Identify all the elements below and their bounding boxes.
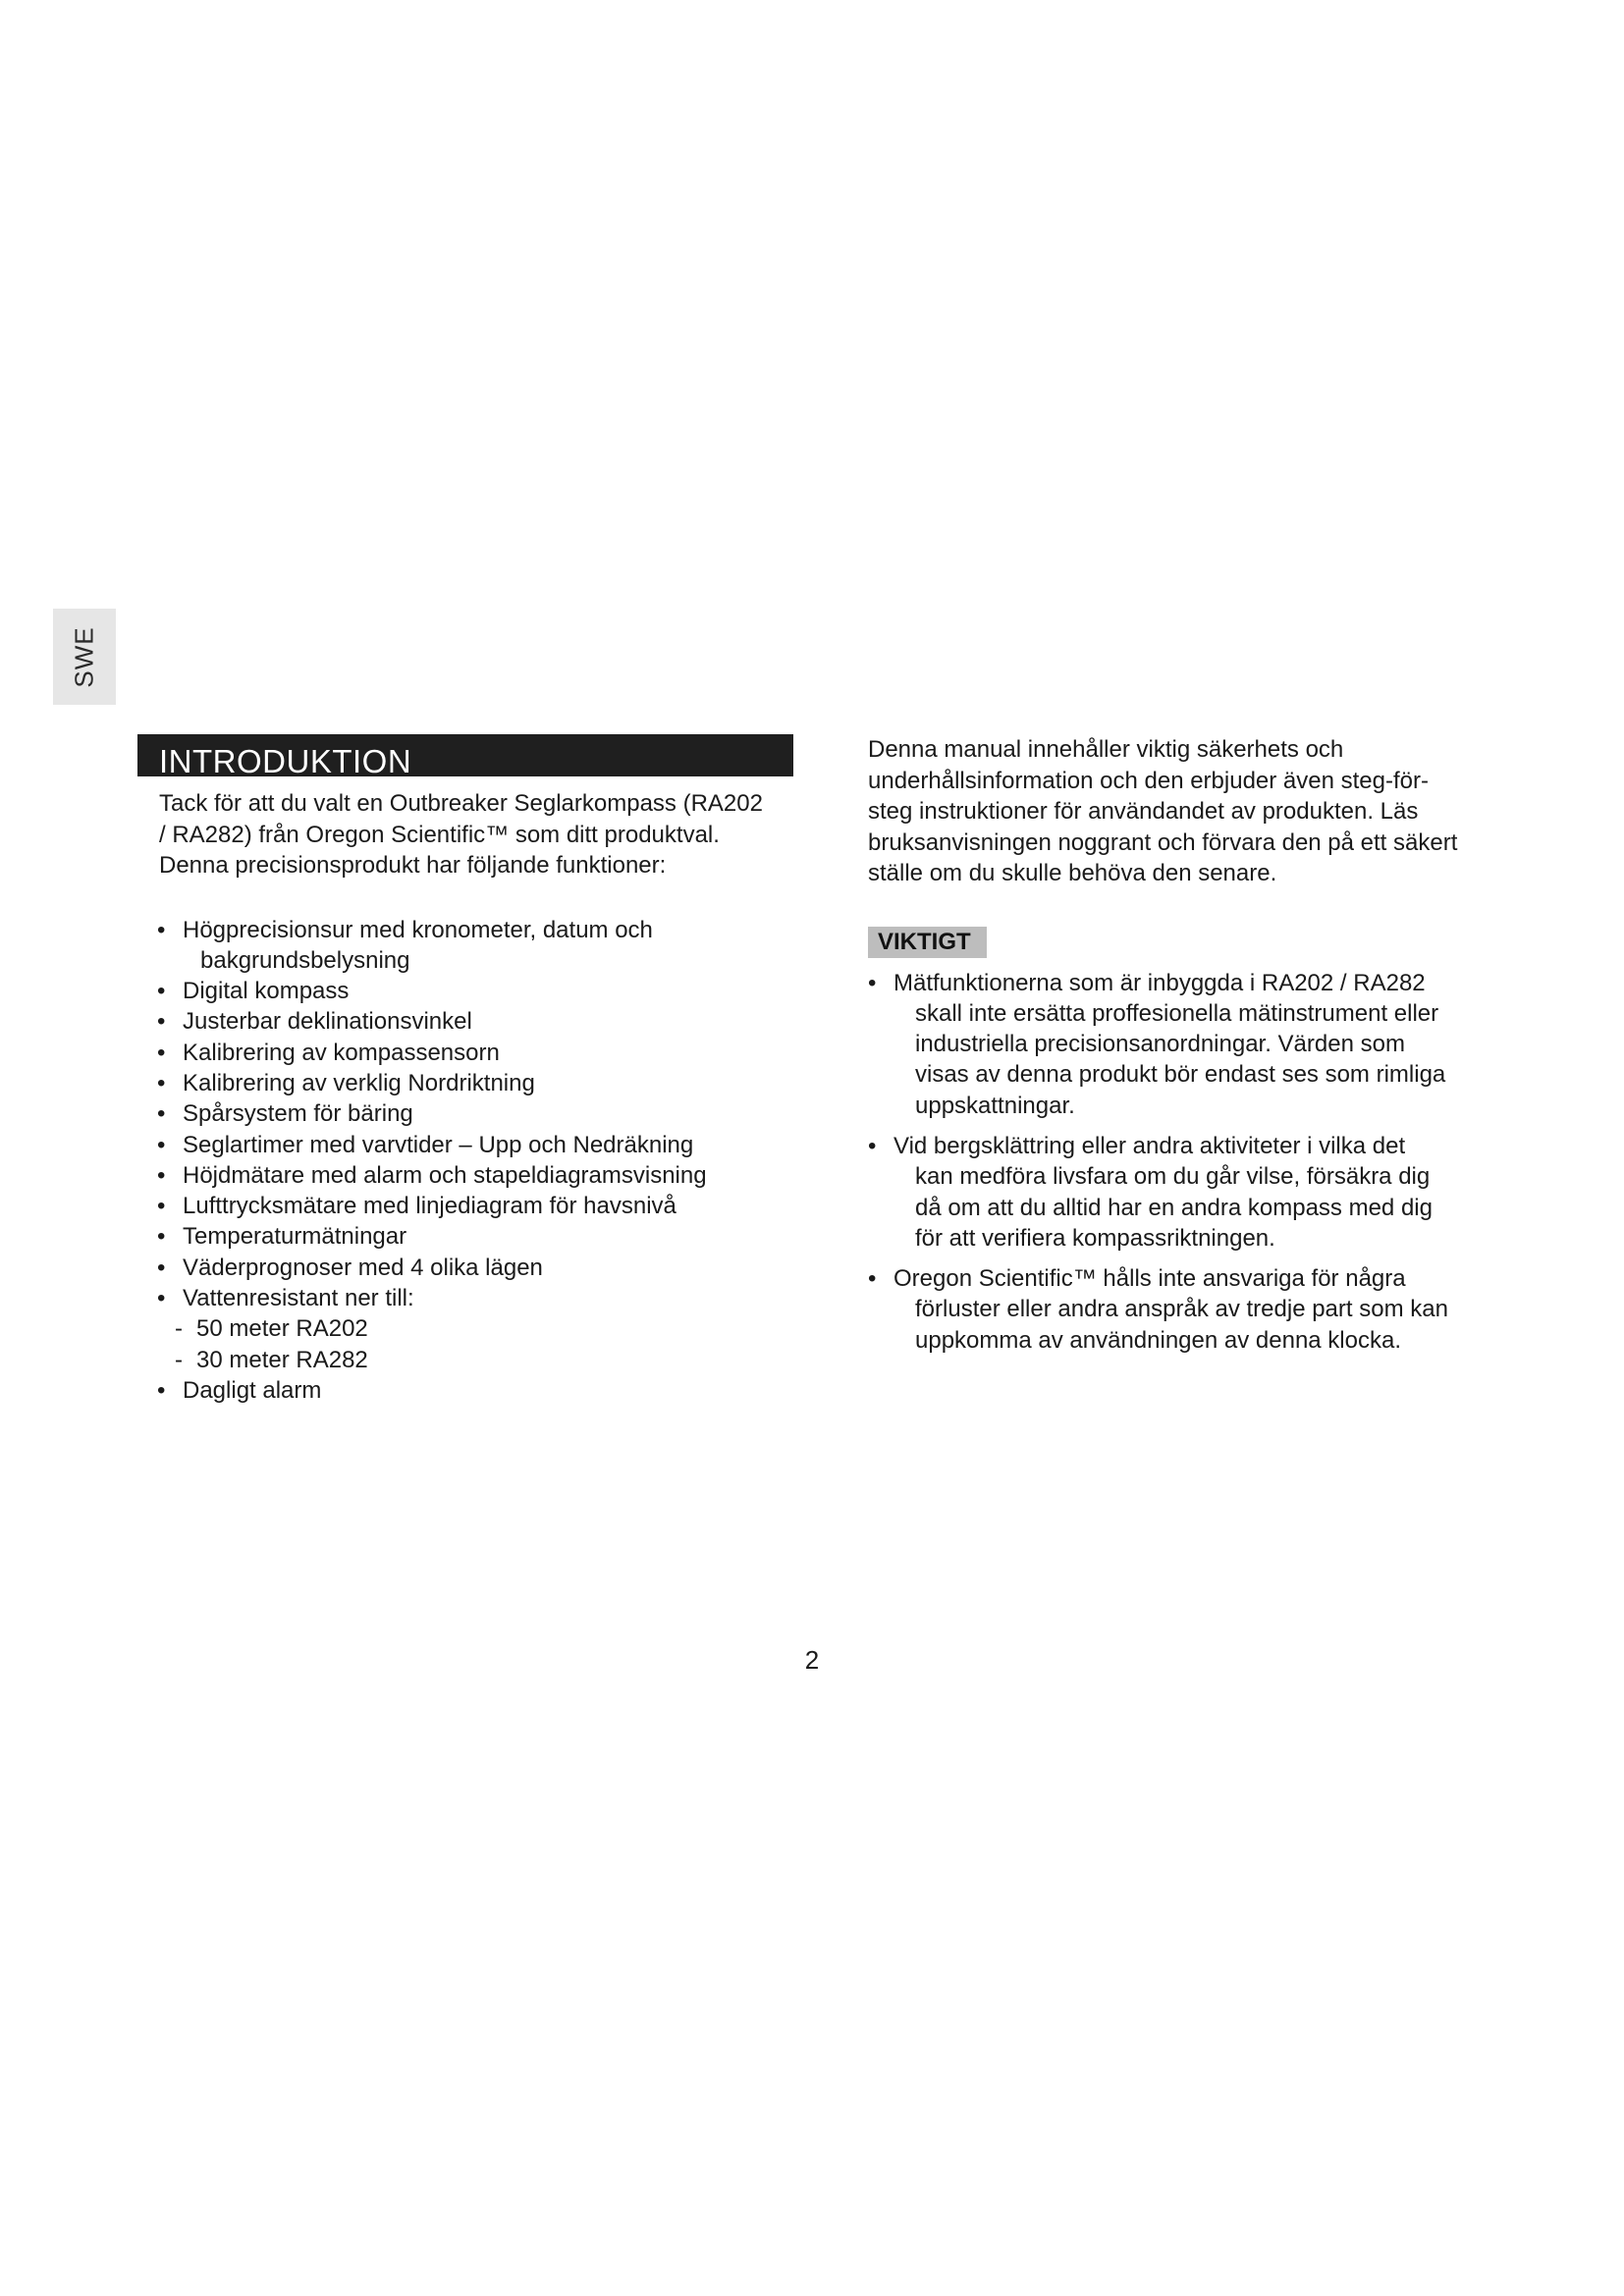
right-column bbox=[868, 734, 1516, 1365]
list-item: • Spårsystem för bäring bbox=[157, 1098, 797, 1129]
important-item-line: uppkomma av användningen av denna klocka. bbox=[915, 1326, 1401, 1354]
list-item bbox=[868, 1263, 1516, 1356]
sub-list-item bbox=[157, 1345, 797, 1375]
manual-info-line: ställe om du skulle behöva den senare. bbox=[868, 860, 1277, 886]
important-item-first-line: • Vid bergsklättring eller andra aktiviteter i vilka det bbox=[893, 1132, 1406, 1159]
section-heading: INTRODUKTION bbox=[159, 743, 412, 779]
manual-info-line: underhållsinformation och den erbjuder även steg-för- bbox=[868, 767, 1429, 794]
language-tab-label: SWE bbox=[69, 625, 99, 688]
important-item-line: uppskattningar. bbox=[915, 1092, 1075, 1119]
list-item: • Vattenresistant ner till: bbox=[157, 1283, 797, 1313]
important-item-line: då om att du alltid har en andra kompass med dig bbox=[915, 1194, 1433, 1221]
manual-info-line: steg instruktioner för användandet av produkten. Läs bbox=[868, 798, 1419, 825]
intro-line: / RA282) från Oregon Scientific™ som ditt produktval. bbox=[159, 821, 720, 848]
list-item: • Höjdmätare med alarm och stapeldiagramsvisning bbox=[157, 1160, 797, 1191]
important-item-line: skall inte ersätta proffesionella mätinstrument eller bbox=[915, 999, 1439, 1027]
intro-line: Denna precisionsprodukt har följande funktioner: bbox=[159, 852, 667, 879]
intro-paragraph bbox=[159, 788, 797, 881]
important-list bbox=[868, 968, 1516, 1357]
list-item: • Lufttrycksmätare med linjediagram för havsnivå bbox=[157, 1191, 797, 1221]
dash-mark: - bbox=[175, 1315, 183, 1343]
important-item-line: visas av denna produkt bör endast ses som rimliga bbox=[915, 1061, 1446, 1089]
language-tab bbox=[53, 609, 116, 705]
list-item: • Digital kompass bbox=[157, 976, 797, 1006]
introduction-section bbox=[137, 734, 797, 1406]
sub-item-text: 50 meter RA202 bbox=[196, 1315, 368, 1343]
list-item: • Justerbar deklinationsvinkel bbox=[157, 1006, 797, 1037]
list-item: • Temperaturmätningar bbox=[157, 1221, 797, 1252]
sub-item-text: 30 meter RA282 bbox=[196, 1346, 368, 1373]
feature-list bbox=[157, 915, 797, 1407]
feature-text: Högprecisionsur med kronometer, datum och bbox=[183, 916, 653, 943]
important-item-line: förluster eller andra anspråk av tredje part som kan bbox=[915, 1296, 1448, 1323]
list-item: • Seglartimer med varvtider – Upp och Nedräkning bbox=[157, 1130, 797, 1160]
list-item: • Kalibrering av kompassensorn bbox=[157, 1038, 797, 1068]
list-item bbox=[868, 968, 1516, 1121]
manual-info-line: bruksanvisningen noggrant och förvara den på ett säkert bbox=[868, 828, 1458, 856]
section-heading-bar bbox=[137, 734, 793, 779]
dash-mark: - bbox=[175, 1346, 183, 1373]
important-tag: VIKTIGT bbox=[868, 927, 987, 958]
manual-info-paragraph bbox=[868, 734, 1516, 889]
list-item: • Väderprognoser med 4 olika lägen bbox=[157, 1253, 797, 1283]
important-item-line: kan medföra livsfara om du går vilse, försäkra dig bbox=[915, 1163, 1431, 1191]
important-item-line: industriella precisionsanordningar. Värden som bbox=[915, 1031, 1405, 1058]
list-item bbox=[157, 915, 797, 977]
manual-info-line: Denna manual innehåller viktig säkerhets och bbox=[868, 736, 1344, 763]
page-number: 2 bbox=[804, 1645, 820, 1675]
list-item: • Kalibrering av verklig Nordriktning bbox=[157, 1068, 797, 1098]
list-item bbox=[868, 1131, 1516, 1254]
important-item-first-line: • Oregon Scientific™ hålls inte ansvariga för några bbox=[893, 1265, 1406, 1293]
intro-line: Tack för att du valt en Outbreaker Seglarkompass (RA202 bbox=[159, 790, 763, 817]
list-item: • Dagligt alarm bbox=[157, 1375, 797, 1406]
sub-list-item bbox=[157, 1313, 797, 1344]
important-item-first-line: • Mätfunktionerna som är inbyggda i RA202 / RA282 bbox=[893, 969, 1426, 996]
important-item-line: för att verifiera kompassriktningen. bbox=[915, 1224, 1275, 1252]
feature-text-continued: bakgrundsbelysning bbox=[200, 946, 410, 974]
